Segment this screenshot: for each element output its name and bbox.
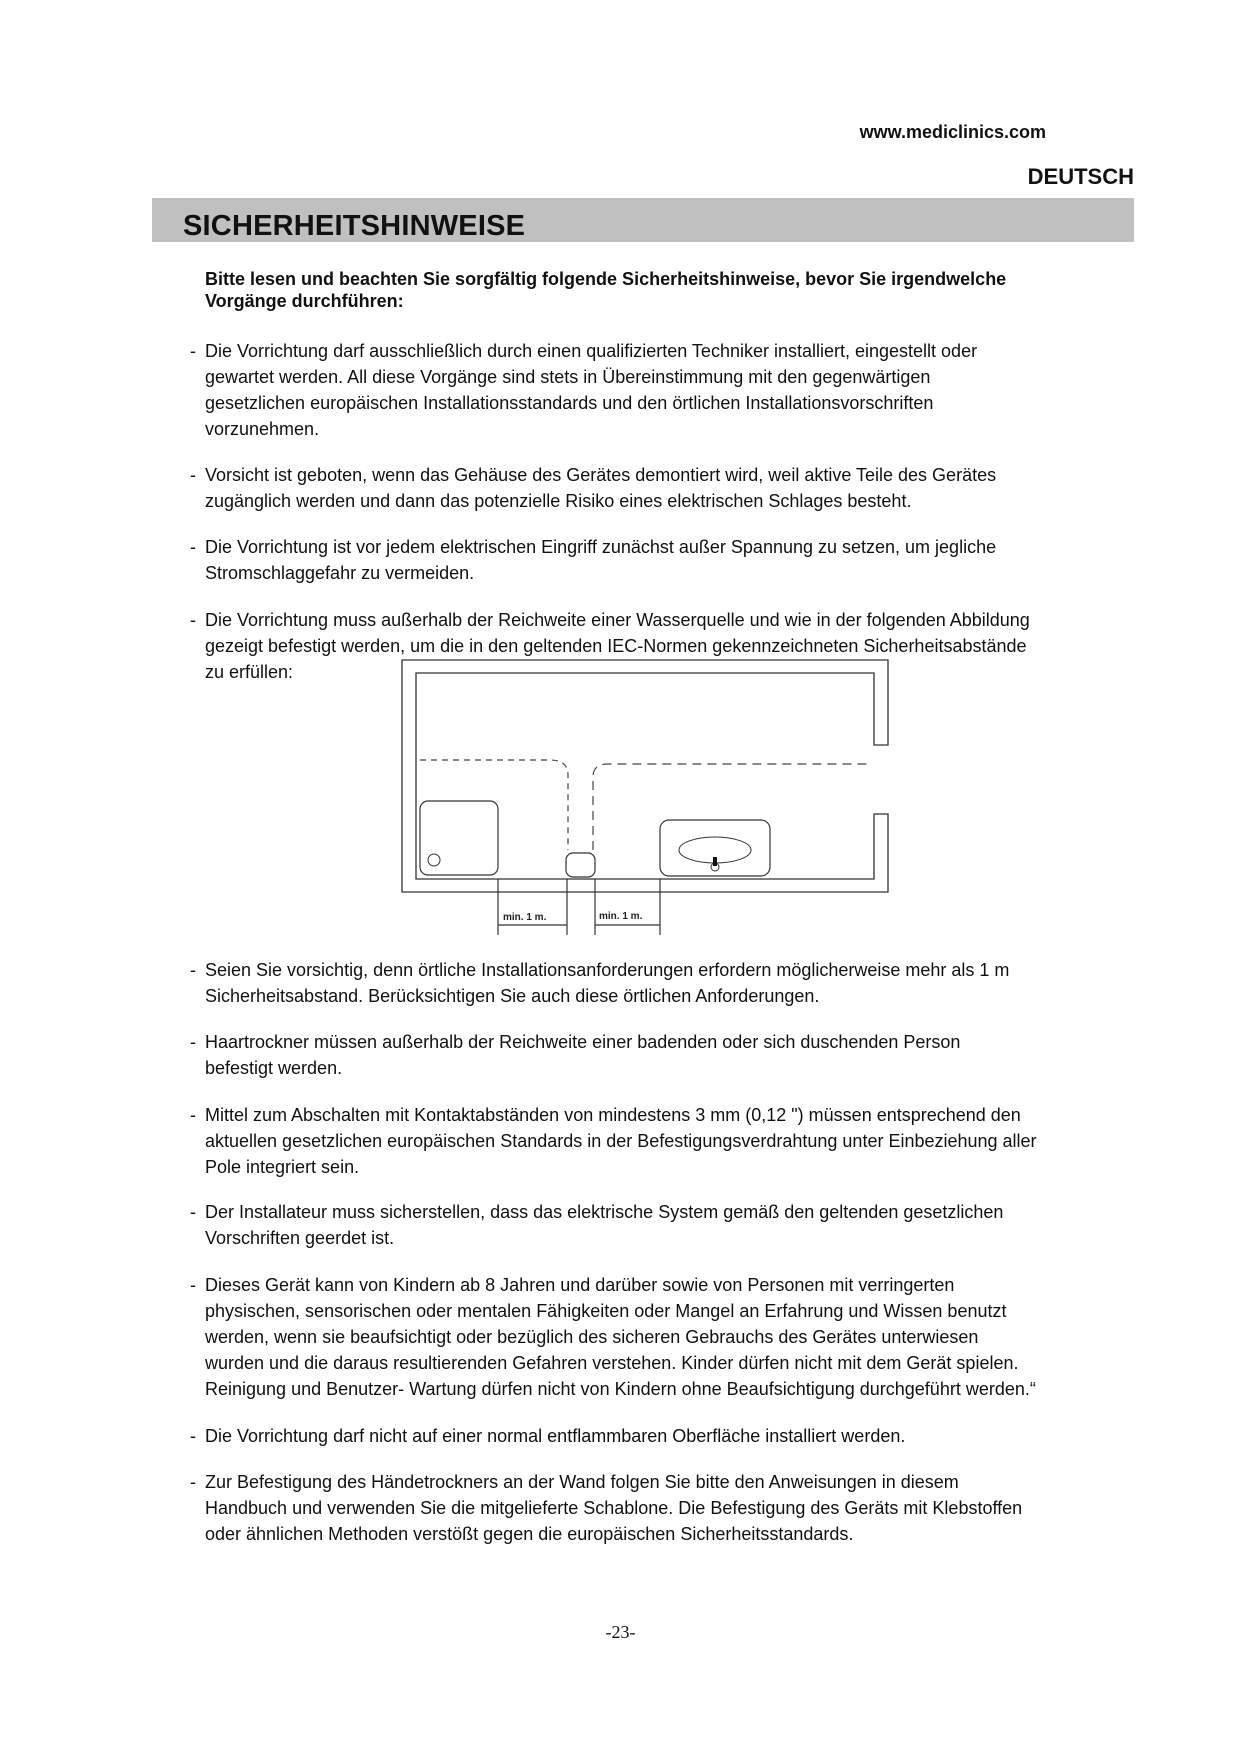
text-line: Der Installateur muss sicherstellen, dass das elektrische System gemäß den geltenden gesetzlichen — [205, 1202, 1004, 1222]
safety-item — [190, 462, 1150, 514]
text-line: Stromschlaggefahr zu vermeiden. — [205, 563, 475, 583]
text-line: Zur Befestigung des Händetrockners an der Wand folgen Sie bitte den Anweisungen in diesem — [205, 1472, 959, 1492]
bullet-dash: - — [190, 610, 196, 630]
shower-tray — [420, 801, 498, 875]
tap-spout — [713, 857, 717, 866]
dimension-lines — [498, 879, 660, 935]
washbasin — [660, 820, 770, 876]
bullet-dash: - — [190, 1275, 196, 1295]
safety-item — [190, 1199, 1150, 1251]
text-line: Vorschriften geerdet ist. — [205, 1228, 395, 1248]
bullet-dash: - — [190, 341, 196, 361]
safety-item — [190, 957, 1150, 1009]
safety-item-text — [205, 957, 1150, 1009]
text-line: Sicherheitsabstand. Berücksichtigen Sie auch diese örtlichen Anforderungen. — [205, 986, 820, 1006]
bullet-dash: - — [190, 960, 196, 980]
intro-line: Bitte lesen und beachten Sie sorgfältig folgende Sicherheitshinweise, bevor Sie irgendwelche — [205, 269, 1007, 289]
safety-item-text — [205, 1469, 1150, 1547]
text-line: Die Vorrichtung darf ausschließlich durch einen qualifizierten Techniker installiert, eingestellt oder — [205, 341, 978, 361]
safety-item-text — [205, 1199, 1150, 1251]
text-line: Mittel zum Abschalten mit Kontaktabständen von mindestens 3 mm (0,12 ") müssen entsprechend den — [205, 1105, 1021, 1125]
shower-drain — [428, 854, 440, 866]
website-url: www.mediclinics.com — [859, 122, 1046, 142]
section-title: SICHERHEITSHINWEISE — [183, 210, 526, 242]
zone-boundary-right — [593, 764, 870, 850]
text-line: Vorsicht ist geboten, wenn das Gehäuse des Gerätes demontiert wird, weil aktive Teile des Gerätes — [205, 465, 997, 485]
text-line: aktuellen gesetzlichen europäischen Standards in der Befestigungsverdrahtung unter Einbeziehung aller — [205, 1131, 1037, 1151]
safety-item — [190, 1029, 1150, 1081]
text-line: vorzunehmen. — [205, 419, 320, 439]
text-line: Reinigung und Benutzer- Wartung dürfen nicht von Kindern ohne Beaufsichtigung durchgeführt werden.“ — [205, 1379, 1036, 1399]
safety-item-text — [205, 1029, 1150, 1081]
safety-item-text — [205, 338, 1150, 442]
bullet-dash: - — [190, 1105, 196, 1125]
bullet-dash: - — [190, 1472, 196, 1492]
safety-item — [190, 1102, 1150, 1180]
text-line: Die Vorrichtung muss außerhalb der Reichweite einer Wasserquelle und wie in der folgenden Abbildung — [205, 610, 1030, 630]
zone-boundary-left — [420, 760, 568, 850]
intro-text — [205, 268, 1165, 312]
text-line: wurden und die daraus resultierenden Gefahren verstehen. Kinder dürfen nicht mit dem Gerät spielen. — [205, 1353, 1019, 1373]
bullet-dash: - — [190, 465, 196, 485]
safety-item-text — [205, 1272, 1150, 1402]
text-line: Haartrockner müssen außerhalb der Reichweite einer badenden oder sich duschenden Person — [205, 1032, 961, 1052]
text-line: gesetzlichen europäischen Installationsstandards und den örtlichen Installationsvorschriften — [205, 393, 934, 413]
text-line: zugänglich werden und dann das potenzielle Risiko eines elektrischen Schlages besteht. — [205, 491, 912, 511]
bullet-dash: - — [190, 1032, 196, 1052]
text-line: Handbuch und verwenden Sie die mitgelieferte Schablone. Die Befestigung des Geräts mit Klebstoffen — [205, 1498, 1023, 1518]
safety-item — [190, 1423, 1150, 1449]
safety-item — [190, 534, 1150, 586]
bullet-dash: - — [190, 537, 196, 557]
text-line: oder ähnlichen Methoden verstößt gegen die europäischen Sicherheitsstandards. — [205, 1524, 854, 1544]
distance-label-right: min. 1 m. — [599, 911, 643, 922]
language-label: DEUTSCH — [1027, 164, 1134, 189]
text-line: werden, wenn sie beaufsichtigt oder bezüglich des sicheren Gebrauchs des Gerätes unterwiesen — [205, 1327, 979, 1347]
text-line: gezeigt befestigt werden, um die in den geltenden IEC-Normen gekennzeichneten Sicherheitsabstände — [205, 636, 1027, 656]
page-number: -23- — [605, 1622, 636, 1642]
safety-item — [190, 338, 1150, 442]
bullet-dash: - — [190, 1426, 196, 1446]
section-header-bar — [152, 198, 1134, 242]
bullet-dash: - — [190, 1202, 196, 1222]
safety-item-text — [205, 1423, 1150, 1449]
safety-item-text — [205, 534, 1150, 586]
text-line: Seien Sie vorsichtig, denn örtliche Installationsanforderungen erfordern möglicherweise mehr als 1 m — [205, 960, 1010, 980]
room-walls — [402, 660, 888, 892]
safety-item — [190, 1272, 1150, 1402]
text-line: befestigt werden. — [205, 1058, 343, 1078]
text-line: Dieses Gerät kann von Kindern ab 8 Jahren und darüber sowie von Personen mit verringerten — [205, 1275, 955, 1295]
intro-line: Vorgänge durchführen: — [205, 291, 404, 311]
text-line: Pole integriert sein. — [205, 1157, 360, 1177]
bathroom-safety-distance-diagram — [390, 650, 910, 950]
safety-item-text — [205, 462, 1150, 514]
hand-dryer — [566, 853, 595, 877]
text-line: Die Vorrichtung ist vor jedem elektrischen Eingriff zunächst außer Spannung zu setzen, um jegliche — [205, 537, 997, 557]
distance-label-left: min. 1 m. — [503, 912, 547, 923]
text-line: gewartet werden. All diese Vorgänge sind stets in Übereinstimmung mit den gegenwärtigen — [205, 367, 931, 387]
text-line: Die Vorrichtung darf nicht auf einer normal entflammbaren Oberfläche installiert werden. — [205, 1426, 906, 1446]
safety-item — [190, 1469, 1150, 1547]
text-line: physischen, sensorischen oder mentalen Fähigkeiten oder Mangel an Erfahrung und Wissen benutzt — [205, 1301, 1007, 1321]
safety-item-text — [205, 1102, 1150, 1180]
text-line: zu erfüllen: — [205, 662, 294, 682]
